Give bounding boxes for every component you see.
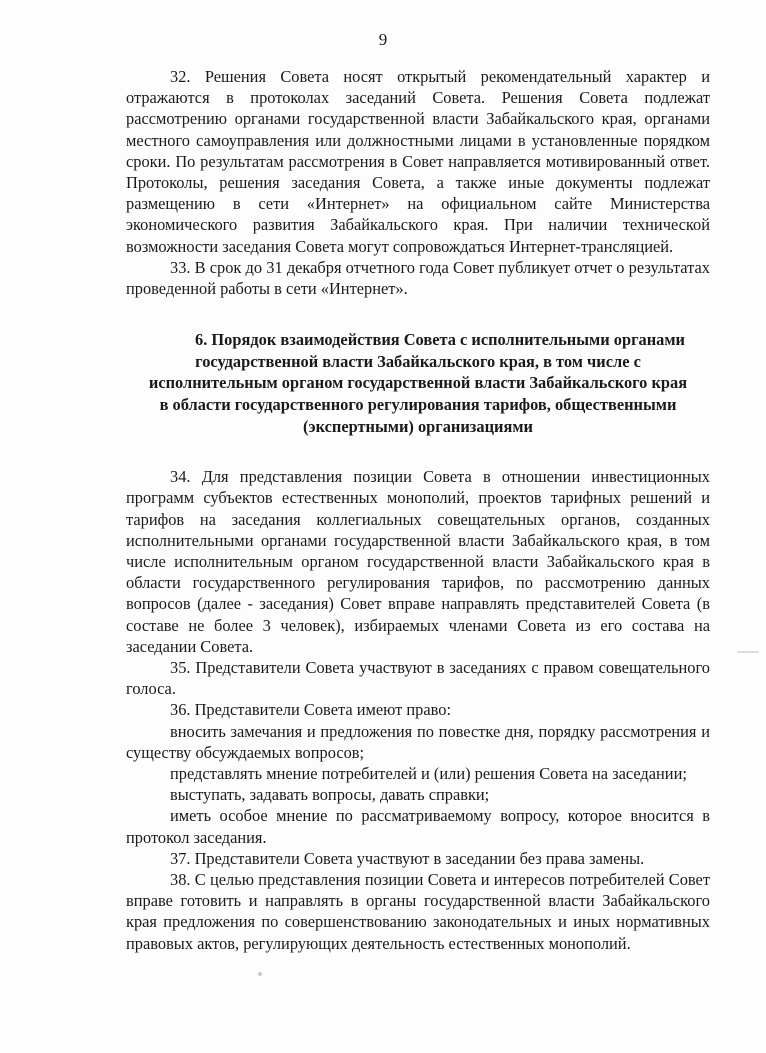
section-6-heading xyxy=(126,329,710,437)
heading-line: государственной власти Забайкальского края, в том числе с xyxy=(195,351,641,371)
page-number: 9 xyxy=(378,30,388,49)
paragraph-33: 33. В срок до 31 декабря отчетного года Совет публикует отчет о результатах проведенной работы в сети «Интернет». xyxy=(126,257,710,299)
paragraph-38: 38. С целью представления позиции Совета и интересов потребителей Совет вправе готовить и направлять в органы государственной власти Забайкальского края предложения по совершенствованию законодательных и иных нормативных правовых актов, регулирующих деятельность естественных монополий. xyxy=(126,870,710,953)
heading-line: (экспертными) организациями xyxy=(303,416,533,436)
paragraph-37: 37. Представители Совета участвуют в заседании без права замены. xyxy=(170,848,645,868)
paragraph-34: 34. Для представления позиции Совета в отношении инвестиционных программ субъектов естественных монополий, проектов тарифных решений и тарифов на заседания коллегиальных совещательных органов, созданных исполнительными органами государственной власти Забайкальского края, в том числе исполнительным органом государственной власти Забайкальского края в области государственного регулирования тарифов, по рассмотрению данных вопросов (далее - заседания) Совет вправе направлять представителей Совета (в составе не более 3 человек), избираемых членами Совета из его состава на заседании Совета. xyxy=(126,467,710,656)
document-body xyxy=(126,66,710,954)
paragraph-36-item-2: представлять мнение потребителей и (или) решения Совета на заседании; xyxy=(170,764,687,784)
paragraph-36-item-3: выступать, задавать вопросы, давать справки; xyxy=(170,785,490,805)
heading-line: в области государственного регулирования тарифов, общественными xyxy=(159,395,677,415)
paragraph-36: 36. Представители Совета имеют право: xyxy=(170,700,452,720)
paragraph-35: 35. Представители Совета участвуют в заседаниях с правом совещательного голоса. xyxy=(126,658,710,699)
scan-speck xyxy=(737,651,759,653)
paragraph-36-item-4: иметь особое мнение по рассматриваемому вопросу, которое вносится в протокол заседания. xyxy=(126,806,710,847)
heading-line: исполнительным органом государственной власти Забайкальского края xyxy=(148,373,688,393)
paragraph-32: 32. Решения Совета носят открытый рекомендательный характер и отражаются в протоколах заседаний Совета. Решения Совета подлежат рассмотрению органами государственной власти Забайкальского края, органами местного самоуправления или должностными лицами в установленные порядком сроки. По результатам рассмотрения в Совет направляется мотивированный ответ. Протоколы, решения заседания Совета, а также иные документы подлежат размещению в сети «Интернет» на официальном сайте Министерства экономического развития Забайкальского края. При наличии технической возможности заседания Совета могут сопровождаться Интернет-трансляцией. xyxy=(126,67,710,256)
heading-line: 6. Порядок взаимодействия Совета с исполнительными органами xyxy=(195,330,685,350)
paragraph-36-item-1: вносить замечания и предложения по повестке дня, порядку рассмотрения и существу обсуждаемых вопросов; xyxy=(126,721,710,762)
scan-speck xyxy=(258,972,262,976)
